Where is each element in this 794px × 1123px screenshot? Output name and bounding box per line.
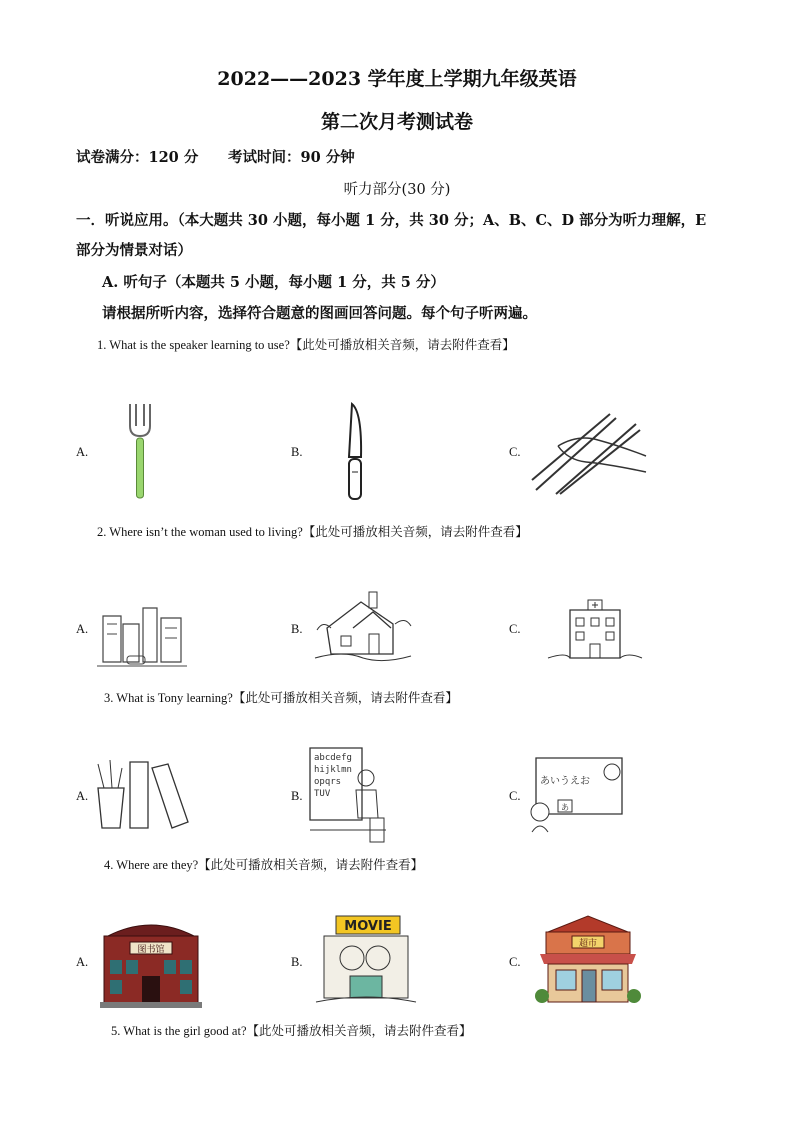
q2-option-c[interactable]: C.: [509, 622, 521, 636]
q1-option-b[interactable]: B.: [291, 445, 303, 459]
q1-option-c[interactable]: C.: [509, 445, 521, 459]
svg-text:超市: 超市: [578, 939, 598, 949]
q3-option-b[interactable]: B.: [291, 789, 303, 803]
svg-text:TUV: TUV: [314, 789, 331, 799]
q4-option-a[interactable]: A.: [76, 955, 89, 969]
svg-text:あ: あ: [561, 803, 569, 812]
instruction: 请根据所听内容，选择符合题意的图画回答问题。每个句子听两遍。: [102, 305, 537, 322]
score-info: 试卷满分：120 分: [76, 149, 199, 166]
q2-option-b[interactable]: B.: [291, 622, 303, 636]
part1-line1: 一．听说应用。（本大题共 30 小题，每小题 1 分，共 30 分；A、B、C、D 部分为听力理解，E: [76, 212, 707, 229]
listening-heading: 听力部分(30 分): [343, 182, 451, 198]
supermarket-icon: [532, 914, 644, 1008]
svg-text:hijklmn: hijklmn: [314, 765, 352, 775]
q3-option-a[interactable]: A.: [76, 789, 89, 803]
question-5: 5. What is the girl good at?【此处可播放相关音频，请去附件查看】: [111, 1024, 472, 1038]
chopsticks-icon: [528, 410, 648, 495]
english-teacher-icon: [308, 746, 388, 846]
movie-theater-icon: [314, 912, 418, 1008]
country-house-icon: [313, 588, 413, 668]
q1-option-a[interactable]: A.: [76, 445, 89, 459]
q2-option-a[interactable]: A.: [76, 622, 89, 636]
question-4: 4. Where are they?【此处可播放相关音频，请去附件查看】: [104, 858, 424, 872]
pencils-books-icon: [94, 758, 194, 832]
part1-line2: 部分为情景对话）: [76, 242, 192, 259]
question-3: 3. What is Tony learning?【此处可播放相关音频，请去附件查看】: [104, 691, 458, 705]
svg-text:abcdefg: abcdefg: [314, 753, 352, 763]
library-building-icon: [98, 914, 204, 1008]
q4-option-b[interactable]: B.: [291, 955, 303, 969]
question-2: 2. Where isn’t the woman used to living?【此处可播放相关音频，请去附件查看】: [97, 525, 528, 539]
hospital-icon: [546, 598, 644, 662]
japanese-class-icon: [528, 756, 628, 836]
knife-icon: [340, 402, 370, 502]
svg-text:opqrs: opqrs: [314, 777, 342, 787]
svg-text:图书馆: 图书馆: [137, 945, 165, 955]
svg-text:MOVIE: MOVIE: [344, 919, 392, 934]
q3-option-c[interactable]: C.: [509, 789, 521, 803]
sub-section-a: A. 听句子（本题共 5 小题，每小题 1 分，共 5 分）: [102, 274, 445, 291]
time-info: 考试时间：90 分钟: [228, 149, 355, 166]
question-1: 1. What is the speaker learning to use?【此处可播放相关音频，请去附件查看】: [97, 338, 515, 352]
exam-title-line2: 第二次月考测试卷: [320, 111, 473, 133]
fork-icon: [120, 402, 160, 500]
svg-text:あいうえお: あいうえお: [540, 776, 590, 787]
q4-option-c[interactable]: C.: [509, 955, 521, 969]
exam-title-line1: 2022——2023 学年度上学期九年级英语: [217, 68, 577, 90]
city-icon: [97, 598, 187, 670]
